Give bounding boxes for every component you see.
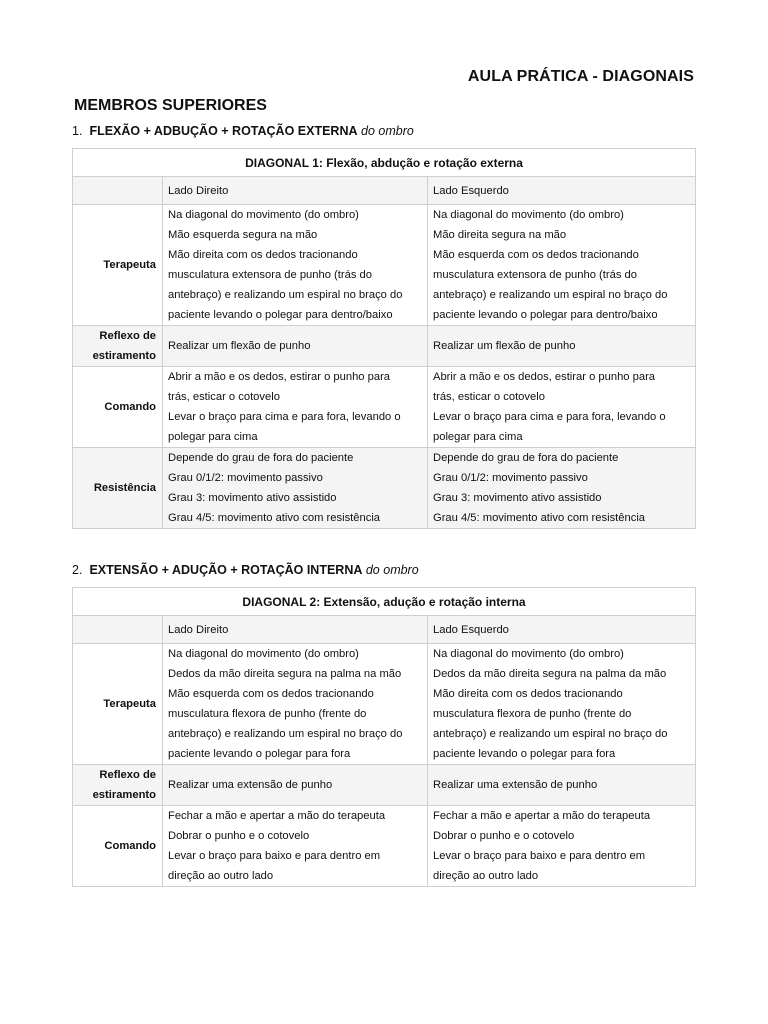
table-row — [73, 205, 696, 326]
header-empty-cell — [73, 177, 163, 205]
row-label: Comando — [73, 806, 163, 887]
column-header-right: Lado Direito — [163, 616, 428, 644]
table-header-row — [73, 177, 696, 205]
cell-line: Abrir a mão e os dedos, estirar o punho para — [433, 371, 656, 383]
cell-line: Dobrar o punho e o cotovelo — [433, 830, 575, 842]
cell-line: Mão esquerda com os dedos tracionando — [433, 249, 639, 261]
cell-line: paciente levando o polegar para fora — [433, 748, 616, 760]
diagonal-1-heading — [72, 124, 414, 138]
cell-line: Abrir a mão e os dedos, estirar o punho para — [168, 371, 391, 383]
row-label: Terapeuta — [73, 644, 163, 765]
cell-line: Levar o braço para baixo e para dentro em — [168, 850, 381, 862]
section-title: MEMBROS SUPERIORES — [74, 97, 267, 114]
table-caption: DIAGONAL 1: Flexão, abdução e rotação externa — [73, 149, 696, 177]
cell-line: Fechar a mão e apertar a mão do terapeuta — [433, 810, 651, 822]
table-row — [73, 806, 696, 887]
cell-line: antebraço) e realizando um espiral no braço do — [168, 289, 403, 301]
cell-right — [163, 448, 428, 529]
cell-line: Grau 0/1/2: movimento passivo — [433, 472, 588, 484]
table-caption-row — [73, 149, 696, 177]
cell-line: Mão esquerda segura na mão — [168, 229, 318, 241]
cell-right — [163, 367, 428, 448]
cell-line: polegar para cima — [168, 431, 258, 443]
cell-line: Dedos da mão direita segura na palma da mão — [433, 668, 667, 680]
document-title: AULA PRÁTICA - DIAGONAIS — [467, 68, 694, 85]
table-row — [73, 367, 696, 448]
diagonal-1-table — [72, 148, 696, 529]
cell-line: Levar o braço para cima e para fora, levando o — [433, 411, 666, 423]
cell-line: paciente levando o polegar para dentro/baixo — [433, 309, 658, 321]
table-caption: DIAGONAL 2: Extensão, adução e rotação interna — [73, 588, 696, 616]
cell-left — [428, 644, 696, 765]
item-heading-strong: FLEXÃO + ADBUÇÃO + ROTAÇÃO EXTERNA — [89, 124, 358, 138]
item-number: 1. — [72, 124, 83, 138]
cell-line: Realizar uma extensão de punho — [433, 779, 598, 791]
cell-line: antebraço) e realizando um espiral no braço do — [433, 289, 668, 301]
row-label: Reflexo de estiramento — [73, 326, 163, 367]
row-label: Comando — [73, 367, 163, 448]
cell-left — [428, 367, 696, 448]
cell-line: Grau 3: movimento ativo assistido — [433, 492, 602, 504]
cell-left — [428, 765, 696, 806]
cell-line: Realizar um flexão de punho — [433, 340, 576, 352]
table-row — [73, 448, 696, 529]
cell-left — [428, 448, 696, 529]
table-row — [73, 765, 696, 806]
cell-line: Grau 0/1/2: movimento passivo — [168, 472, 323, 484]
cell-left — [428, 326, 696, 367]
cell-line: trás, esticar o cotovelo — [433, 391, 545, 403]
cell-line: Levar o braço para cima e para fora, levando o — [168, 411, 401, 423]
cell-right — [163, 806, 428, 887]
cell-line: Mão direita com os dedos tracionando — [433, 688, 623, 700]
row-label: Resistência — [73, 448, 163, 529]
cell-line: Dobrar o punho e o cotovelo — [168, 830, 310, 842]
cell-line: Realizar um flexão de punho — [168, 340, 311, 352]
cell-line: paciente levando o polegar para dentro/baixo — [168, 309, 393, 321]
cell-right — [163, 765, 428, 806]
cell-line: antebraço) e realizando um espiral no braço do — [168, 728, 403, 740]
cell-line: Levar o braço para baixo e para dentro em — [433, 850, 646, 862]
cell-line: direção ao outro lado — [433, 870, 539, 882]
cell-line: direção ao outro lado — [168, 870, 274, 882]
cell-line: Realizar uma extensão de punho — [168, 779, 333, 791]
cell-line: Na diagonal do movimento (do ombro) — [168, 209, 359, 221]
cell-line: Depende do grau de fora do paciente — [433, 452, 619, 464]
cell-line: Depende do grau de fora do paciente — [168, 452, 354, 464]
table-row — [73, 644, 696, 765]
cell-line: musculatura flexora de punho (frente do — [168, 708, 367, 720]
cell-line: musculatura extensora de punho (trás do — [433, 269, 637, 281]
item-number: 2. — [72, 563, 83, 577]
item-heading-strong: EXTENSÃO + ADUÇÃO + ROTAÇÃO INTERNA — [89, 563, 363, 577]
cell-line: antebraço) e realizando um espiral no braço do — [433, 728, 668, 740]
cell-left — [428, 205, 696, 326]
cell-line: Dedos da mão direita segura na palma na mão — [168, 668, 402, 680]
cell-line: polegar para cima — [433, 431, 523, 443]
cell-line: musculatura flexora de punho (frente do — [433, 708, 632, 720]
item-heading-em: do ombro — [365, 563, 419, 577]
row-label: Reflexo de estiramento — [73, 765, 163, 806]
cell-line: Na diagonal do movimento (do ombro) — [168, 648, 359, 660]
diagonal-2-heading — [72, 563, 419, 577]
cell-line: Na diagonal do movimento (do ombro) — [433, 648, 624, 660]
cell-left — [428, 806, 696, 887]
cell-line: Fechar a mão e apertar a mão do terapeuta — [168, 810, 386, 822]
cell-line: Grau 3: movimento ativo assistido — [168, 492, 337, 504]
cell-line: trás, esticar o cotovelo — [168, 391, 280, 403]
item-heading-em: do ombro — [361, 124, 414, 138]
cell-right — [163, 644, 428, 765]
cell-right — [163, 205, 428, 326]
cell-line: Grau 4/5: movimento ativo com resistência — [168, 512, 381, 524]
table-header-row — [73, 616, 696, 644]
cell-line: Na diagonal do movimento (do ombro) — [433, 209, 624, 221]
diagonal-2-table — [72, 587, 696, 887]
column-header-left: Lado Esquerdo — [428, 616, 696, 644]
cell-line: Mão direita segura na mão — [433, 229, 567, 241]
cell-right — [163, 326, 428, 367]
cell-line: Mão direita com os dedos tracionando — [168, 249, 358, 261]
cell-line: Grau 4/5: movimento ativo com resistência — [433, 512, 646, 524]
table-row — [73, 326, 696, 367]
row-label: Terapeuta — [73, 205, 163, 326]
table-caption-row — [73, 588, 696, 616]
header-empty-cell — [73, 616, 163, 644]
column-header-left: Lado Esquerdo — [428, 177, 696, 205]
cell-line: Mão esquerda com os dedos tracionando — [168, 688, 374, 700]
column-header-right: Lado Direito — [163, 177, 428, 205]
cell-line: musculatura extensora de punho (trás do — [168, 269, 372, 281]
cell-line: paciente levando o polegar para fora — [168, 748, 351, 760]
